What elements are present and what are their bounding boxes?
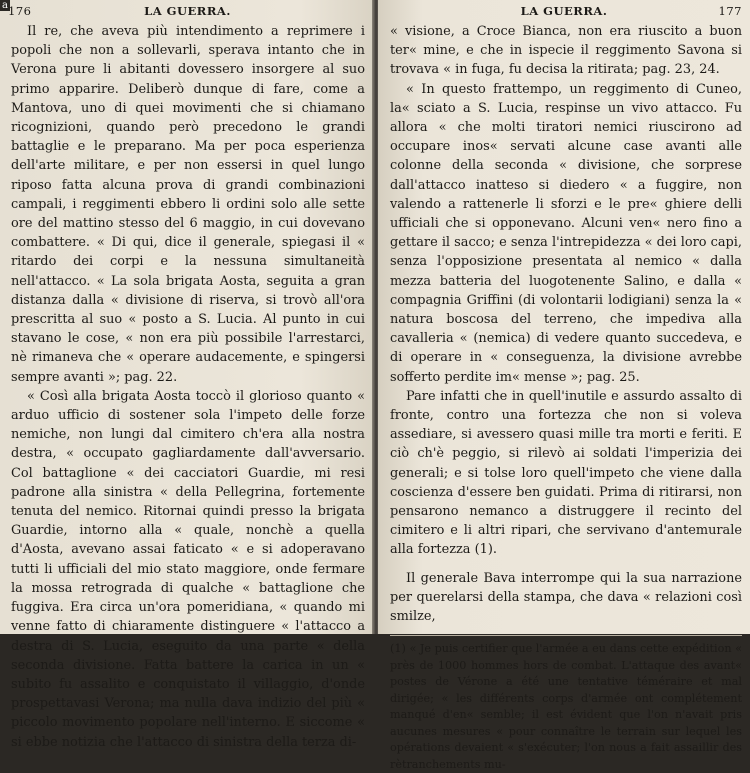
left-page — [0, 0, 375, 750]
right-paragraph-3: Pare infatti che in quell'inutile e assurdo assalto di fronte, contro una fortezza che non si voleva assediare, si avessero quasi mille tra morti e feriti. E ciò ch'è peggio, si rilevò ai soldati l'imperizia dei generali; e si tolse loro quell'impeto che viene dalla coscienza d'essere ben guidati. Prima di ritirarsi, non pensarono nemanco a distruggere il recinto del cimitero e li altri ripari, che servivano d'antemurale alla fortezza (1). — [390, 388, 742, 558]
left-running-head — [0, 0, 375, 22]
left-page-body — [0, 22, 375, 752]
right-paragraph-4: Il generale Bava interrompe qui la sua narrazione per querelarsi della stampa, che dava « relazioni così smilze, — [390, 570, 742, 625]
left-paragraph-1: Il re, che aveva più intendimento a reprimere i popoli che non a sollevarli, sperava intanto che in Verona pure li abitanti dovessero insorgere al suo primo apparire. Deliberò dunque di fare, come a Mantova, uno di quei movimenti che si chiamano ricognizioni, quando però precedono le grandi battaglie e le preparano. Ma per poca esperienza dell'arte militare, e per non essersi in quel lungo riposo fatta alcuna prova di grandi combinazioni campali, i reggimenti ebbero li ordini solo alle sette ore del mattino stesso del 6 maggio, in cui dovevano combattere. « Di qui, dice il generale, spiegasi il « ritardo dei corpi e la nessuna simultaneità nell'attacco. « La sola brigata Aosta, seguita a gran distanza dalla « divisione di riserva, si trovò all'ora prescritta al suo « posto a S. Lucia. Al punto in cui stavano le cose, « non era più possibile l'arrestarci, nè rimaneva che « operare audacemente, e spingersi sempre avanti »; pag. 22. — [11, 24, 365, 385]
footnote: (1) « Je puis certifier que l'armée a eu dans cette expédition « près de 1000 hommes hors de combat. L'attaque des avant« postes de Vérone a été une tentative téméraire et mal dirigée; « les différents corps d'armée ont complétement manqué d'en« semble; il est évident que l'on n'avait pris aucunes mesures « pour connaître le terrain sur lequel les opérations devaient « s'exécuter; l'on nous a fait assaillir des rètranchements mu- — [390, 635, 742, 773]
corner-mark: a — [2, 0, 8, 11]
left-running-title: LA GUERRA. — [144, 4, 231, 18]
left-page-number: 176 — [8, 4, 32, 18]
left-paragraph-2: « Così alla brigata Aosta toccò il glorioso quanto « arduo ufficio di sostener sola l'impeto delle forze nemiche, non lungi dal cimitero ch'era alla nostra destra, « occupato gagliardamente dall'avversario. Col battaglione « dei cacciatori Guardie, mi resi padrone alla sinistra « della Pellegrina, fortemente tenuta del nemico. Ritornai quindi presso la brigata Guardie, intorno alla « quale, nonchè a quella d'Aosta, avevano assai faticato « e si adoperavano tutti li ufficiali del mio stato maggiore, onde fermare la mossa retrograda di qualche « battaglione che fuggiva. Era circa un'ora pomeridiana, « quando mi venne fatto di chiaramente distinguere « l'attacco a destra di S. Lucia, eseguito da una parte « della seconda divisione. Fatta battere la carica in un « subito fu assalito e conquistato il villaggio, d'onde prospettavasi Verona; ma nulla dava indizio del più « piccolo movimento popolare nell'interno. E siccome « si ebbe notizia che l'attacco di sinistra della terza di- — [11, 388, 365, 750]
right-running-head — [378, 0, 750, 22]
right-paragraph-2: « In questo frattempo, un reggimento di Cuneo, la« sciato a S. Lucia, respinse un vivo attacco. Fu allora « che molti tiratori nemici riuscirono ad occupare inos« servati alcune case avanti alle colonne della seconda « divisione, che sorprese dall'attacco inatteso si diedero « a fuggire, non valendo a rattenerle li sforzi e le pre« ghiere delli ufficiali che si opponevano. Alcuni ven« nero fino a gettare il sacco; e senza l'intrepidezza « dei loro capi, senza l'opposizione presentata al nemico « dalla mezza batteria del luogotenente Salino, e dalla « compagnia Griffini (di volontarii lodigiani) senza la « natura boscosa del terreno, che impediva alla cavalleria « (nemica) di vedere quanto succedeva, e di operare in « conseguenza, la divisione avrebbe sofferto perdite im« mense »; pag. 25. — [390, 81, 742, 385]
right-page-number: 177 — [718, 4, 742, 18]
right-paragraph-1: « visione, a Croce Bianca, non era riuscito a buon ter« mine, e che in ispecie il reggimento Savona si trovava « in fuga, fu decisa la ritirata; pag. 23, 24. — [390, 24, 742, 78]
right-running-title: LA GUERRA. — [520, 4, 608, 18]
right-page — [378, 0, 750, 771]
right-page-body — [378, 22, 750, 773]
